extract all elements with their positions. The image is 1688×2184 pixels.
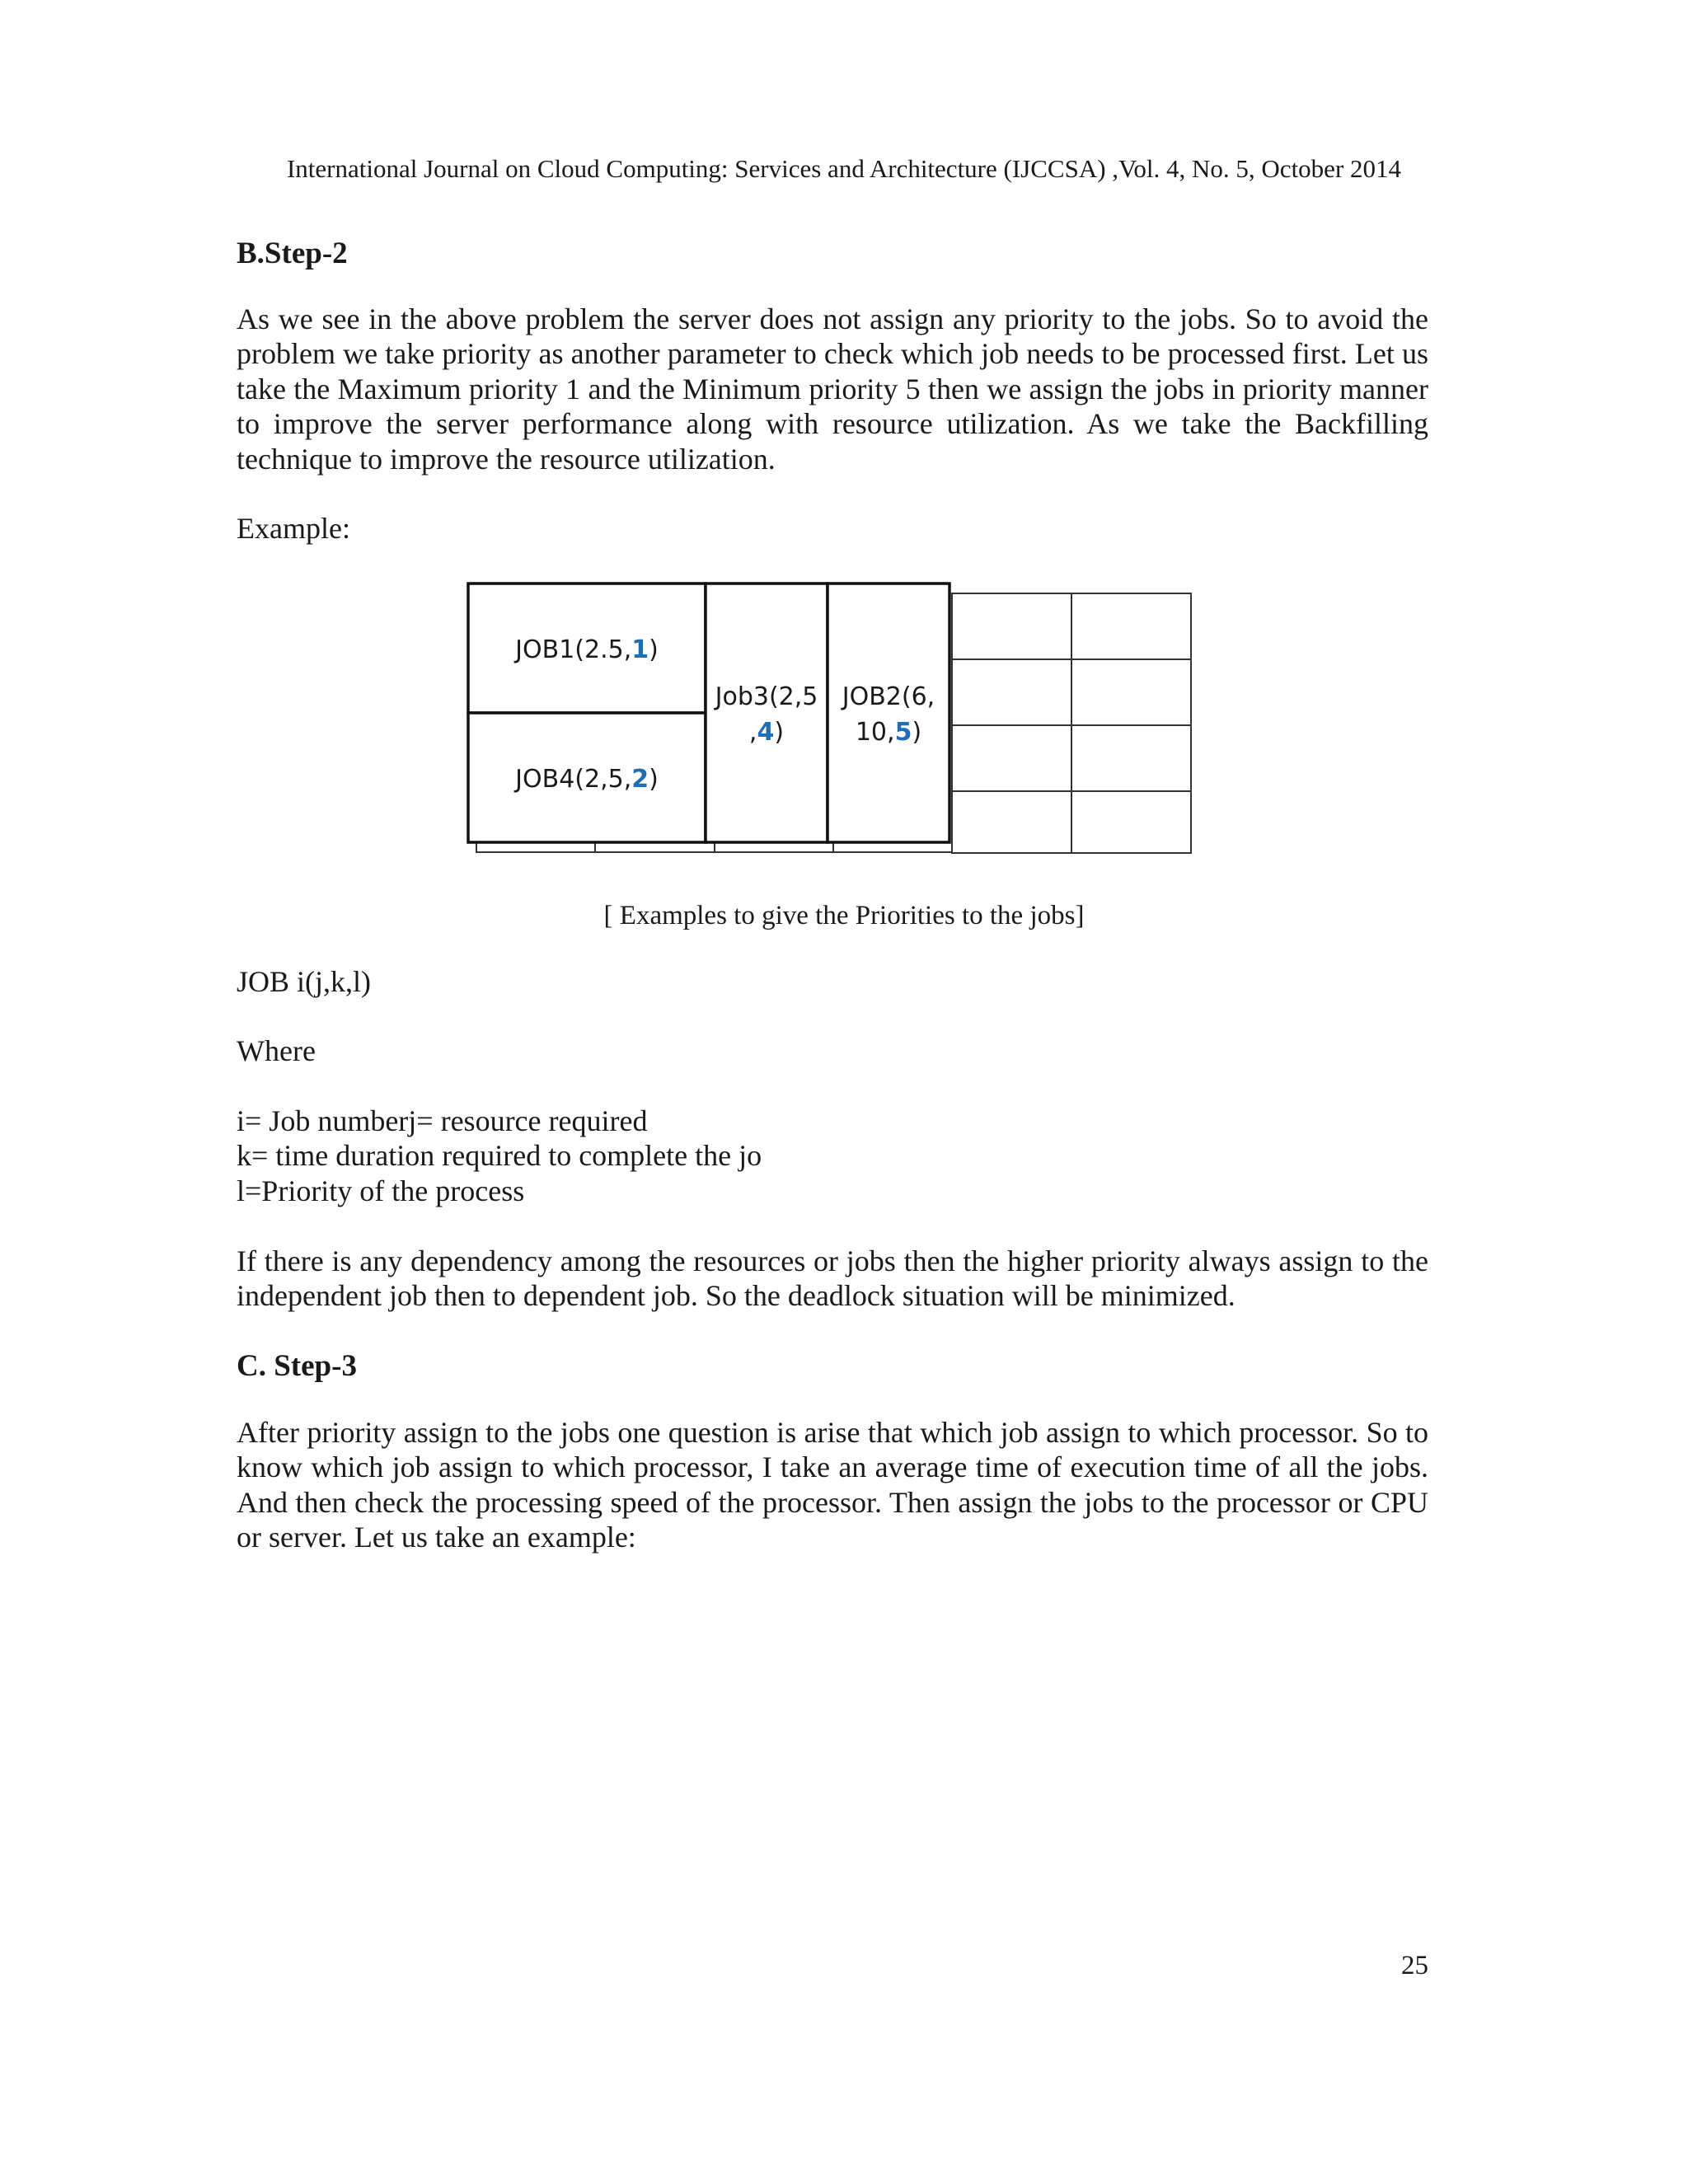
page-number: 25 <box>1401 1951 1428 1980</box>
empty-slot <box>1071 725 1191 791</box>
job-grid-svg <box>462 577 1203 857</box>
where-label: Where <box>237 1034 316 1067</box>
empty-slot <box>1071 791 1191 853</box>
dependency-paragraph: If there is any dependency among the resources or jobs then the higher priority always assign to the independent job then to dependent job. So the deadlock situation will be minimized. <box>237 1244 1428 1313</box>
definition-line: k= time duration required to complete the jo <box>237 1139 762 1172</box>
empty-slot <box>1071 659 1191 725</box>
empty-slot <box>952 725 1071 791</box>
empty-slot <box>952 593 1071 659</box>
section-heading-step-2: B.Step-2 <box>237 237 348 270</box>
empty-slot <box>952 659 1071 725</box>
step-2-paragraph: As we see in the above problem the server does not assign any priority to the jobs. So to avoid the problem we take priority as another parameter to check which job needs to be processed first. Let us take the Maximum priority 1 and the Minimum priority 5 then we assign the jobs in priority manner to improve the server performance along with resource utilization. As we take the Backfilling technique to improve the resource utilization. <box>237 302 1428 476</box>
job3-label-line1: Job3(2,5 <box>715 682 818 711</box>
step-3-paragraph: After priority assign to the jobs one question is arise that which job assign to which processor. So to know which job assign to which processor, I take an average time of execution time of all the jobs. And then check the processing speed of the processor. Then assign the jobs to the processor or CPU or server. Let us take an example: <box>237 1416 1428 1554</box>
figure-caption: [ Examples to give the Priorities to the jobs] <box>603 901 1085 930</box>
job2-block <box>828 583 950 842</box>
job3-block <box>706 583 828 842</box>
job4-label: JOB4(2,5,2) <box>515 765 659 794</box>
priority-job-diagram <box>462 577 1203 857</box>
job3-label-line2: ,4) <box>748 718 785 747</box>
job2-label-line2: 10,5) <box>855 718 922 747</box>
definition-line: i= Job numberj= resource required <box>237 1104 648 1137</box>
section-heading-step-3: C. Step-3 <box>237 1349 357 1383</box>
empty-slot <box>1071 593 1191 659</box>
job-notation: JOB i(j,k,l) <box>237 965 372 998</box>
job2-label-line1: JOB2(6, <box>842 682 935 711</box>
job1-label: JOB1(2.5,1) <box>515 635 659 664</box>
definition-line: l=Priority of the process <box>237 1174 525 1207</box>
empty-slot <box>952 791 1071 853</box>
journal-header: International Journal on Cloud Computing: Services and Architecture (IJCCSA) ,Vol. 4, No. 5, October 2014 <box>286 154 1402 183</box>
example-label: Example: <box>237 512 350 545</box>
